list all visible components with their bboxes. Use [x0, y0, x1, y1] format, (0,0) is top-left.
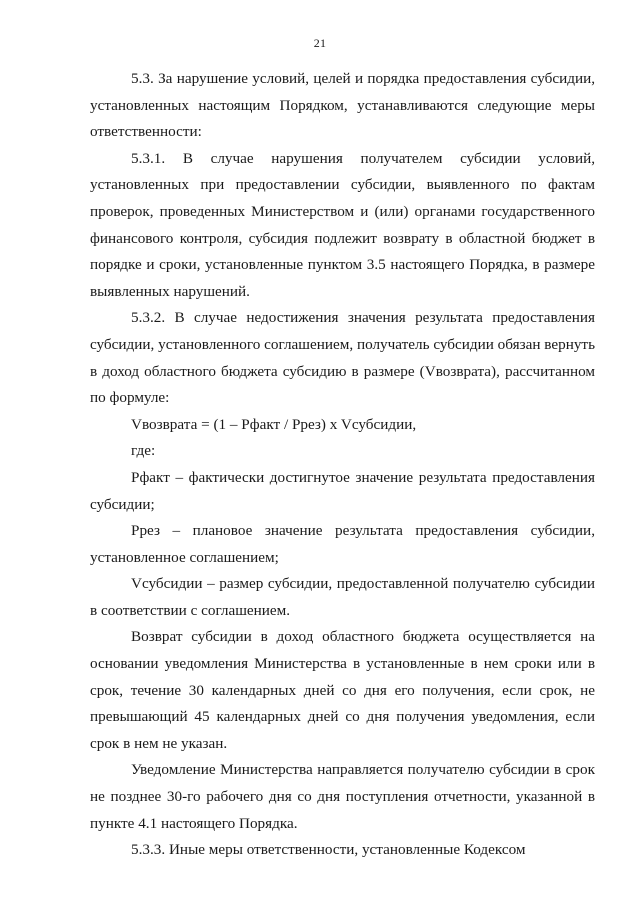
formula: Vвозврата = (1 – Рфакт / Ррез) x Vсубсидии,	[131, 415, 417, 433]
paragraph-5-3-2: 5.3.2. В случае недостижения значения результата предоставления субсидии, установленного соглашением, получатель субсидии обязан вернуть в доход областного бюджета субсидию в размере (Vвозврата), рассчитанном по формуле:	[90, 309, 595, 407]
definition-rfakt: Рфакт – фактически достигнутое значение результата предоставления субсидии;	[90, 468, 595, 513]
page-number: 21	[313, 36, 327, 50]
definition-vsubsidii: Vсубсидии – размер субсидии, предоставленной получателю субсидии в соответствии с соглашением.	[90, 575, 595, 619]
paragraph-notification: Уведомление Министерства направляется получателю субсидии в срок не позднее 30-го рабочего дня со дня поступления отчетности, указанной в пункте 4.1 настоящего Порядка.	[90, 761, 595, 832]
document-body	[90, 66, 595, 864]
paragraph-5-3: 5.3. За нарушение условий, целей и порядка предоставления субсидии, установленных настоящим Порядком, устанавливаются следующие меры ответственности:	[90, 70, 595, 141]
paragraph-refund: Возврат субсидии в доход областного бюджета осуществляется на основании уведомления Министерства в установленные в нем сроки или в срок, течение 30 календарных дней со дня его получения, если срок, не превышающий 45 календарных дней со дня получения уведомления, если срок в нем не указан.	[90, 628, 595, 752]
formula-where: где:	[131, 442, 156, 460]
definition-rrez: Ррез – плановое значение результата предоставления субсидии, установленное соглашением;	[90, 522, 595, 566]
paragraph-5-3-3: 5.3.3. Иные меры ответственности, установленные Кодексом	[131, 841, 526, 859]
paragraph-5-3-1: 5.3.1. В случае нарушения получателем субсидии условий, установленных при предоставлении субсидии, выявленного по фактам проверок, проведенных Министерством и (или) органами государственного финансового контроля, субсидия подлежит возврату в областной бюджет в порядке и сроки, установленные пунктом 3.5 настоящего Порядка, в размере выявленных нарушений.	[90, 149, 595, 300]
